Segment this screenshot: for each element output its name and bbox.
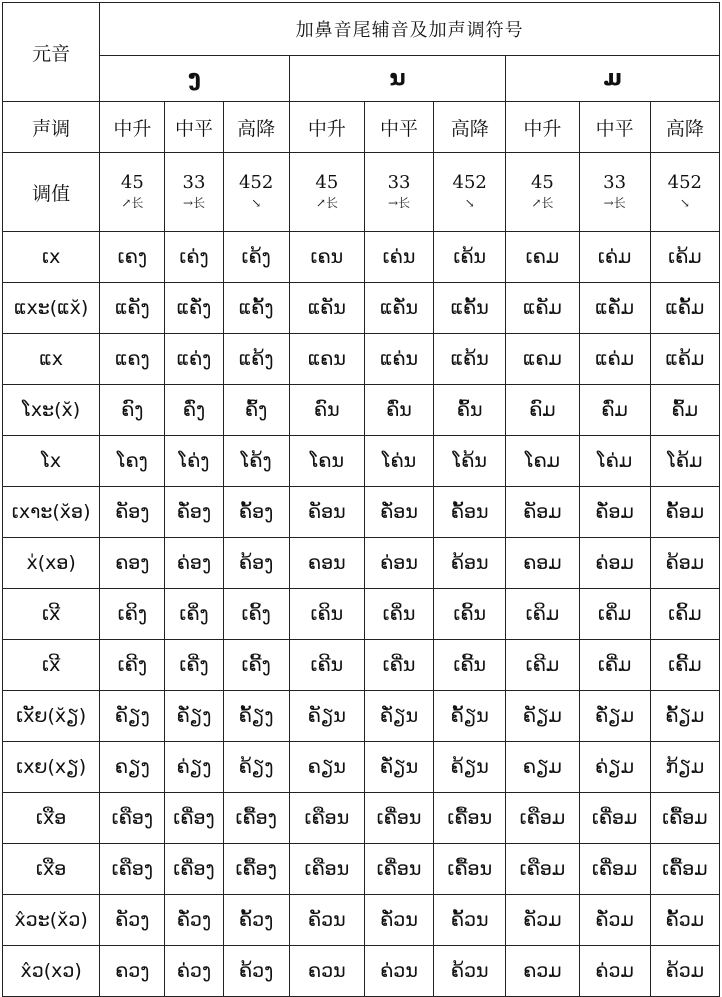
syllable-cell: ເຄີ້ມ	[650, 640, 719, 691]
table-row	[3, 334, 720, 385]
table-row	[3, 895, 720, 946]
table-row	[3, 436, 720, 487]
syllable-cell: ຄົມ	[506, 385, 579, 436]
syllable-cell: ຄັວນ	[289, 895, 364, 946]
syllable-cell: ຄັ່ວນ	[364, 895, 433, 946]
table-row	[3, 946, 720, 997]
syllable-cell: ເຄ່ມ	[579, 232, 650, 283]
syllable-cell: ແຄ່ງ	[165, 334, 223, 385]
syllable-cell: ຄັ່ວມ	[579, 895, 650, 946]
syllable-cell: ເຄີ່ມ	[579, 640, 650, 691]
syllable-cell: ເຄິ້ມ	[650, 589, 719, 640]
table-row	[3, 487, 720, 538]
tone-contour-mark: ↗长	[315, 196, 338, 210]
syllable-cell: ແຄງ	[100, 334, 165, 385]
syllable-cell: ຄັວມ	[506, 895, 579, 946]
syllable-cell: ເຄື່ອມ	[579, 844, 650, 895]
syllable-cell: ຄົ້ມ	[650, 385, 719, 436]
tone-cell: 高降	[434, 102, 506, 153]
vowel-cell: ເxັຍ(x̆ຽ)	[3, 691, 100, 742]
vowel-tone-table	[2, 2, 720, 997]
vowel-cell: ໂxະ(x̆)	[3, 385, 100, 436]
table-row	[3, 640, 720, 691]
syllable-cell: ແຄັ້ງ	[223, 283, 289, 334]
syllable-cell: ເຄ້ມ	[650, 232, 719, 283]
tone-value-number: 33	[387, 172, 411, 193]
syllable-cell: ເຄິມ	[506, 589, 579, 640]
vowel-cell: ເxີ	[3, 640, 100, 691]
syllable-cell: ໂຄມ	[506, 436, 579, 487]
consonant-header: ງ	[100, 56, 290, 102]
syllable-cell: ຄົນ	[289, 385, 364, 436]
tone-value-cell	[506, 153, 579, 232]
tone-contour-mark: →长	[182, 196, 206, 210]
syllable-cell: ເຄື້ອງ	[223, 793, 289, 844]
syllable-cell: ເຄີ່ນ	[364, 640, 433, 691]
syllable-cell: ຄອມ	[506, 538, 579, 589]
tone-contour-mark: ↘	[251, 196, 262, 210]
syllable-cell: ເຄືອງ	[100, 844, 165, 895]
vowel-cell: ເxີ	[3, 589, 100, 640]
syllable-cell: ຄ້ວມ	[650, 946, 719, 997]
tone-contour-mark: ↘	[679, 196, 690, 210]
syllable-cell: ເຄີ້ງ	[223, 640, 289, 691]
syllable-cell: ຄ່ຽງ	[165, 742, 223, 793]
syllable-cell: ແຄັ້ມ	[650, 283, 719, 334]
syllable-cell: ເຄີນ	[289, 640, 364, 691]
syllable-cell: ໂຄງ	[100, 436, 165, 487]
corner-header: 元音	[3, 3, 100, 102]
tone-contour-mark: ↗长	[121, 196, 144, 210]
tone-value-cell	[289, 153, 364, 232]
tone-contour-mark: →长	[603, 196, 626, 210]
tone-value-cell	[223, 153, 289, 232]
table-row	[3, 589, 720, 640]
syllable-cell: ເຄິງ	[100, 589, 165, 640]
syllable-cell: ເຄື່ອນ	[364, 793, 433, 844]
syllable-cell: ແຄ້ມ	[650, 334, 719, 385]
vowel-cell: ເx	[3, 232, 100, 283]
syllable-cell: ຄ້ຽງ	[223, 742, 289, 793]
syllable-cell: ຄັ່ວງ	[165, 895, 223, 946]
syllable-cell: ເຄນ	[289, 232, 364, 283]
syllable-cell: ຄັວງ	[100, 895, 165, 946]
syllable-cell: ຄັ້ວນ	[434, 895, 506, 946]
syllable-cell: ຄົ້ງ	[223, 385, 289, 436]
syllable-cell: ເຄິ້ນ	[434, 589, 506, 640]
vowel-cell: ແxະ(ແx̆)	[3, 283, 100, 334]
vowel-cell: ໂx	[3, 436, 100, 487]
syllable-cell: ຄັ່ອງ	[165, 487, 223, 538]
vowel-cell: ເxາະ(x̆ອ)	[3, 487, 100, 538]
tone-cell: 中平	[364, 102, 433, 153]
syllable-cell: ເຄື່ອງ	[165, 844, 223, 895]
syllable-cell: ໂຄນ	[289, 436, 364, 487]
tone-row	[3, 102, 720, 153]
syllable-cell: ເຄິ່ນ	[364, 589, 433, 640]
syllable-cell: ເຄື້ອນ	[434, 793, 506, 844]
tone-cell: 高降	[223, 102, 289, 153]
tone-value-number: 45	[315, 172, 339, 193]
syllable-cell: ຄ່ຽມ	[579, 742, 650, 793]
syllable-cell: ຄັ້ວງ	[223, 895, 289, 946]
syllable-cell: ຄັ້ອນ	[434, 487, 506, 538]
syllable-cell: ເຄິ່ມ	[579, 589, 650, 640]
syllable-cell: ແຄ່ນ	[364, 334, 433, 385]
syllable-cell: ເຄື່ອງ	[165, 793, 223, 844]
vowel-cell: x̍(xອ)	[3, 538, 100, 589]
tone-cell: 高降	[650, 102, 719, 153]
tone-cell: 中升	[506, 102, 579, 153]
syllable-cell: ຄອນ	[289, 538, 364, 589]
header-consonant-row	[3, 56, 720, 102]
syllable-cell: ເຄື້ອມ	[650, 844, 719, 895]
syllable-cell: ເຄມ	[506, 232, 579, 283]
syllable-cell: ໂຄ່ນ	[364, 436, 433, 487]
tone-value-number: 452	[238, 172, 274, 193]
syllable-cell: ເຄີ້ນ	[434, 640, 506, 691]
syllable-cell: ໂຄ້ງ	[223, 436, 289, 487]
syllable-cell: ແຄມ	[506, 334, 579, 385]
syllable-cell: ເຄື້ອນ	[434, 844, 506, 895]
tone-contour-mark: ↗长	[531, 196, 554, 210]
syllable-cell: ຄົ່ງ	[165, 385, 223, 436]
syllable-cell: ກ້ຽມ	[650, 742, 719, 793]
syllable-cell: ຄ້ອນ	[434, 538, 506, 589]
syllable-cell: ຄັ່ຽນ	[364, 691, 433, 742]
syllable-cell: ເຄີ່ງ	[165, 640, 223, 691]
tone-value-number: 452	[452, 172, 487, 193]
syllable-cell: ເຄີງ	[100, 640, 165, 691]
table-row	[3, 283, 720, 334]
tone-value-number: 452	[667, 172, 703, 193]
tone-value-number: 33	[182, 172, 206, 193]
tone-value-cell	[434, 153, 506, 232]
syllable-cell: ເຄື້ອມ	[650, 793, 719, 844]
tone-contour-mark: →长	[388, 196, 411, 210]
syllable-cell: ແຄນ	[289, 334, 364, 385]
syllable-cell: ຄັອນ	[289, 487, 364, 538]
syllable-cell: ແຄັ່ງ	[165, 283, 223, 334]
syllable-cell: ແຄ່ມ	[579, 334, 650, 385]
syllable-cell: ແຄັມ	[506, 283, 579, 334]
syllable-cell: ຄັ້ຽງ	[223, 691, 289, 742]
syllable-cell: ຄ້ຽນ	[434, 742, 506, 793]
syllable-cell: ຄວງ	[100, 946, 165, 997]
tone-value-number: 33	[603, 172, 627, 193]
syllable-cell: ເຄືອງ	[100, 793, 165, 844]
syllable-cell: ຄວນ	[289, 946, 364, 997]
syllable-cell: ເຄື່ອນ	[364, 844, 433, 895]
tone-value-cell	[165, 153, 223, 232]
vowel-cell: x̂ວະ(x̆ວ)	[3, 895, 100, 946]
tone-cell: 中平	[579, 102, 650, 153]
tone-value-row	[3, 153, 720, 232]
tone-value-cell	[650, 153, 719, 232]
tone-value-cell	[579, 153, 650, 232]
syllable-cell: ຄັ້ອມ	[650, 487, 719, 538]
tone-value-cell	[364, 153, 433, 232]
syllable-cell: ຄົ່ມ	[579, 385, 650, 436]
consonant-header: ນ	[289, 56, 506, 102]
syllable-cell: ໂຄ້ມ	[650, 436, 719, 487]
syllable-cell: ເຄິ່ງ	[165, 589, 223, 640]
vowel-cell: ເxືອ	[3, 793, 100, 844]
syllable-cell: ເຄິນ	[289, 589, 364, 640]
syllable-cell: ຄົ້ນ	[434, 385, 506, 436]
tone-cell: 中升	[289, 102, 364, 153]
syllable-cell: ເຄືອມ	[506, 793, 579, 844]
table-row	[3, 742, 720, 793]
syllable-cell: ໂຄ່ງ	[165, 436, 223, 487]
syllable-cell: ເຄືອມ	[506, 844, 579, 895]
syllable-cell: ແຄັ່ນ	[364, 283, 433, 334]
vowel-cell: ເxືອ	[3, 844, 100, 895]
header-title-row	[3, 3, 720, 56]
tone-value-number: 45	[120, 172, 144, 193]
tone-cell: 中升	[100, 102, 165, 153]
table-row	[3, 232, 720, 283]
table-row	[3, 385, 720, 436]
syllable-cell: ຄຽນ	[289, 742, 364, 793]
syllable-cell: ແຄັ່ມ	[579, 283, 650, 334]
syllable-cell: ຄັອມ	[506, 487, 579, 538]
table-title: 加鼻音尾辅音及加声调符号	[100, 3, 720, 56]
syllable-cell: ຄ່ອນ	[364, 538, 433, 589]
syllable-cell: ໂຄ່ມ	[579, 436, 650, 487]
syllable-cell: ຄັ້ຽນ	[434, 691, 506, 742]
syllable-cell: ເຄື່ອມ	[579, 793, 650, 844]
syllable-cell: ຄອງ	[100, 538, 165, 589]
table-row	[3, 691, 720, 742]
syllable-cell: ຄັ່ຽມ	[579, 691, 650, 742]
syllable-cell: ເຄືອນ	[289, 844, 364, 895]
syllable-cell: ແຄ້ງ	[223, 334, 289, 385]
syllable-cell: ຄັ່ອນ	[364, 487, 433, 538]
syllable-cell: ຄ່ວມ	[579, 946, 650, 997]
syllable-cell: ຄັ່ຽງ	[165, 691, 223, 742]
syllable-cell: ຄັ້ວມ	[650, 895, 719, 946]
syllable-cell: ຄ້ວງ	[223, 946, 289, 997]
syllable-cell: ເຄິ້ງ	[223, 589, 289, 640]
tone-contour-mark: ↘	[464, 196, 475, 210]
syllable-cell: ຄ່ວງ	[165, 946, 223, 997]
syllable-cell: ຄົງ	[100, 385, 165, 436]
syllable-cell: ຄຽງ	[100, 742, 165, 793]
syllable-cell: ແຄັນ	[289, 283, 364, 334]
table-body	[3, 232, 720, 997]
tone-row-label: 声调	[3, 102, 100, 153]
table-row	[3, 538, 720, 589]
syllable-cell: ຄັ້ອງ	[223, 487, 289, 538]
syllable-cell: ຄ່ອມ	[579, 538, 650, 589]
syllable-cell: ຄ່ວນ	[364, 946, 433, 997]
syllable-cell: ຄັຽງ	[100, 691, 165, 742]
syllable-cell: ຄັຽນ	[289, 691, 364, 742]
tone-value-number: 45	[530, 172, 554, 193]
syllable-cell: ເຄ້ນ	[434, 232, 506, 283]
syllable-cell: ເຄ່ນ	[364, 232, 433, 283]
syllable-cell: ຄ້ອງ	[223, 538, 289, 589]
syllable-cell: ຄ້ວນ	[434, 946, 506, 997]
syllable-cell: ຄ່ອງ	[165, 538, 223, 589]
tone-value-label: 调值	[3, 153, 100, 232]
syllable-cell: ຄັ້ຽມ	[650, 691, 719, 742]
tone-value-cell	[100, 153, 165, 232]
syllable-cell: ເຄີມ	[506, 640, 579, 691]
syllable-cell: ແຄ້ນ	[434, 334, 506, 385]
syllable-cell: ຄັອງ	[100, 487, 165, 538]
syllable-cell: ຄັ່ອມ	[579, 487, 650, 538]
table-row	[3, 793, 720, 844]
syllable-cell: ເຄືອນ	[289, 793, 364, 844]
vowel-cell: x̂ວ(xວ)	[3, 946, 100, 997]
tone-cell: 中平	[165, 102, 223, 153]
syllable-cell: ໂຄ້ນ	[434, 436, 506, 487]
syllable-cell: ຄ້ອມ	[650, 538, 719, 589]
syllable-cell: ເຄ່ງ	[165, 232, 223, 283]
syllable-cell: ແຄັ້ນ	[434, 283, 506, 334]
consonant-header: ມ	[506, 56, 720, 102]
syllable-cell: ຄັຽມ	[506, 691, 579, 742]
vowel-cell: ເxຍ(xຽ)	[3, 742, 100, 793]
syllable-cell: ແຄັງ	[100, 283, 165, 334]
syllable-cell: ຄວມ	[506, 946, 579, 997]
syllable-cell: ຄົ່ນ	[364, 385, 433, 436]
table-row	[3, 844, 720, 895]
syllable-cell: ເຄື້ອງ	[223, 844, 289, 895]
syllable-cell: ຄຽມ	[506, 742, 579, 793]
syllable-cell: ເຄ້ງ	[223, 232, 289, 283]
syllable-cell: ຄັ່ຽນ	[364, 742, 433, 793]
vowel-cell: ແx	[3, 334, 100, 385]
syllable-cell: ເຄງ	[100, 232, 165, 283]
